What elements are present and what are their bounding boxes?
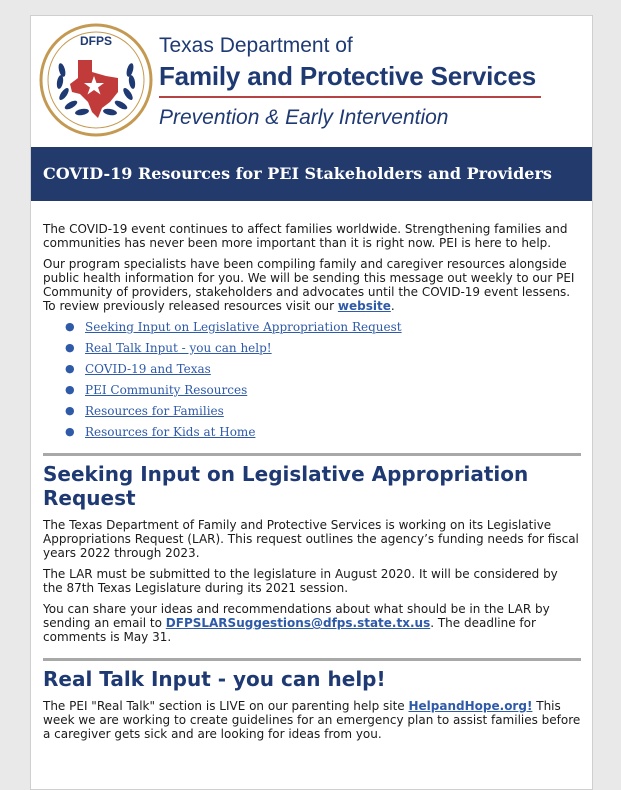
toc-link-real-talk[interactable]: Real Talk Input - you can help! bbox=[85, 341, 272, 355]
toc-link-legislative[interactable]: Seeking Input on Legislative Appropriation Request bbox=[85, 320, 402, 334]
bullet-icon: ● bbox=[65, 404, 75, 417]
section-title-real-talk: Real Talk Input - you can help! bbox=[43, 667, 386, 691]
section1-paragraph-3-text: You can share your ideas and recommendations about what should be in the LAR by sending an email to bbox=[43, 602, 550, 630]
org-name-line1: Texas Department of bbox=[159, 34, 353, 57]
seal-text: DFPS bbox=[79, 34, 113, 48]
org-name-line2: Family and Protective Services bbox=[159, 61, 536, 91]
section1-paragraph-1: The Texas Department of Family and Protective Services is working on its Legislative Appropriations Request (LAR). This request outlines the agency’s funding needs for fiscal years 2022 through 2023. bbox=[43, 518, 579, 560]
toc-item bbox=[65, 341, 581, 355]
section2-paragraph-1 bbox=[43, 699, 581, 741]
section-title-legislative: Seeking Input on Legislative Appropriation Request bbox=[43, 462, 529, 510]
email-body bbox=[30, 15, 593, 790]
intro-paragraph-2-text: Our program specialists have been compiling family and caregiver resources alongside public health information for you. We will be sending this message out weekly to our PEI Community of providers, stakeholders and advocates until the COVID-19 event lessens. To review previously released resources visit our bbox=[43, 257, 575, 313]
toc-item bbox=[65, 425, 581, 439]
dfps-seal-logo bbox=[38, 22, 154, 138]
toc-item bbox=[65, 362, 581, 376]
bullet-icon: ● bbox=[65, 341, 75, 354]
toc-link-families[interactable]: Resources for Families bbox=[85, 404, 224, 418]
intro-paragraph-2 bbox=[43, 257, 581, 313]
toc-item bbox=[65, 404, 581, 418]
section1-paragraph-3-end: . The deadline for comments is May 31. bbox=[43, 616, 536, 644]
header bbox=[31, 16, 592, 144]
section2-paragraph-1-text: The PEI "Real Talk" section is LIVE on our parenting help site bbox=[43, 699, 409, 713]
toc-link-community[interactable]: PEI Community Resources bbox=[85, 383, 248, 397]
intro-paragraph-1: The COVID-19 event continues to affect families worldwide. Strengthening families and communities has never been more important than it is right now. PEI is here to help. bbox=[43, 222, 568, 250]
section-divider bbox=[43, 658, 581, 661]
website-link[interactable]: website bbox=[337, 299, 391, 313]
table-of-contents bbox=[43, 320, 581, 439]
section2-paragraph-1-end: This week we are working to create guidelines for an emergency plan to assist families before a caregiver gets sick and are looking for ideas from you. bbox=[43, 699, 581, 741]
section-divider bbox=[43, 453, 581, 456]
bullet-icon: ● bbox=[65, 425, 75, 438]
section1-paragraph-2: The LAR must be submitted to the legislature in August 2020. It will be considered by the 87th Texas Legislature during its 2021 session. bbox=[43, 567, 558, 595]
bullet-icon: ● bbox=[65, 362, 75, 375]
helpandhope-link[interactable]: HelpandHope.org! bbox=[408, 699, 533, 713]
section1-paragraph-3 bbox=[43, 602, 581, 644]
intro-paragraph-2-end: . bbox=[390, 299, 395, 313]
toc-link-kids[interactable]: Resources for Kids at Home bbox=[85, 425, 256, 439]
toc-link-covid-texas[interactable]: COVID-19 and Texas bbox=[85, 362, 211, 376]
bullet-icon: ● bbox=[65, 383, 75, 396]
banner-title: COVID-19 Resources for PEI Stakeholders and Providers bbox=[31, 147, 592, 201]
org-division: Prevention & Early Intervention bbox=[159, 106, 449, 129]
header-divider bbox=[159, 96, 541, 98]
toc-item bbox=[65, 320, 581, 334]
email-link[interactable]: DFPSLARSuggestions@dfps.state.tx.us bbox=[165, 616, 431, 630]
content bbox=[43, 222, 581, 748]
bullet-icon: ● bbox=[65, 320, 75, 333]
toc-item bbox=[65, 383, 581, 397]
